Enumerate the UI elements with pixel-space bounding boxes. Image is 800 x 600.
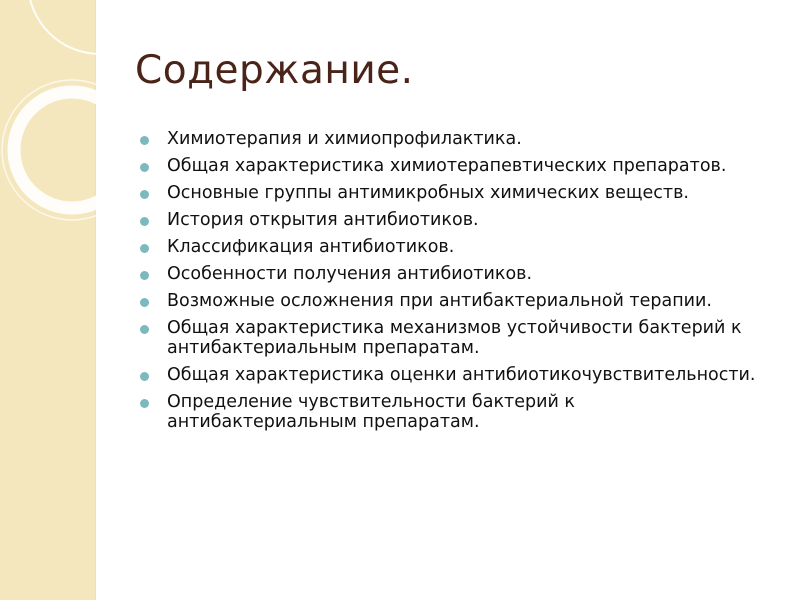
list-item (140, 318, 770, 358)
list-item-label: Возможные осложнения при антибактериальной терапии. (167, 291, 712, 311)
list-item-label: Основные группы антимикробных химических веществ. (167, 183, 689, 203)
list-item (140, 237, 770, 257)
list-item (140, 210, 770, 230)
contents-list (140, 129, 770, 439)
list-item-label: Особенности получения антибиотиков. (167, 264, 533, 284)
circle-bullet-icon (140, 399, 149, 408)
circle-bullet-icon (140, 136, 149, 145)
circle-bullet-icon (140, 271, 149, 280)
circle-bullet-icon (140, 244, 149, 253)
list-item-label: Общая характеристика оценки антибиотикочувствительности. (167, 365, 756, 385)
list-item (140, 392, 770, 432)
list-item-label: История открытия антибиотиков. (167, 210, 479, 230)
list-item (140, 291, 770, 311)
circle-bullet-icon (140, 298, 149, 307)
side-band (0, 0, 95, 600)
list-item (140, 156, 770, 176)
circle-bullet-icon (140, 325, 149, 334)
list-item (140, 129, 770, 149)
list-item-label: Общая характеристика химиотерапевтических препаратов. (167, 156, 727, 176)
list-item-label: Общая характеристика механизмов устойчивости бактерий к антибактериальным препаратам. (167, 318, 742, 358)
circle-bullet-icon (140, 163, 149, 172)
list-item-label: Классификация антибиотиков. (167, 237, 455, 257)
list-item-label: Химиотерапия и химиопрофилактика. (167, 129, 522, 149)
list-item-label: Определение чувствительности бактерий к антибактериальным препаратам. (167, 392, 575, 432)
circle-bullet-icon (140, 190, 149, 199)
slide-title: Содержание. (135, 48, 414, 93)
circle-bullet-icon (140, 217, 149, 226)
list-item (140, 365, 770, 385)
list-item (140, 183, 770, 203)
list-item (140, 264, 770, 284)
side-band-edge (95, 0, 96, 600)
circle-bullet-icon (140, 372, 149, 381)
